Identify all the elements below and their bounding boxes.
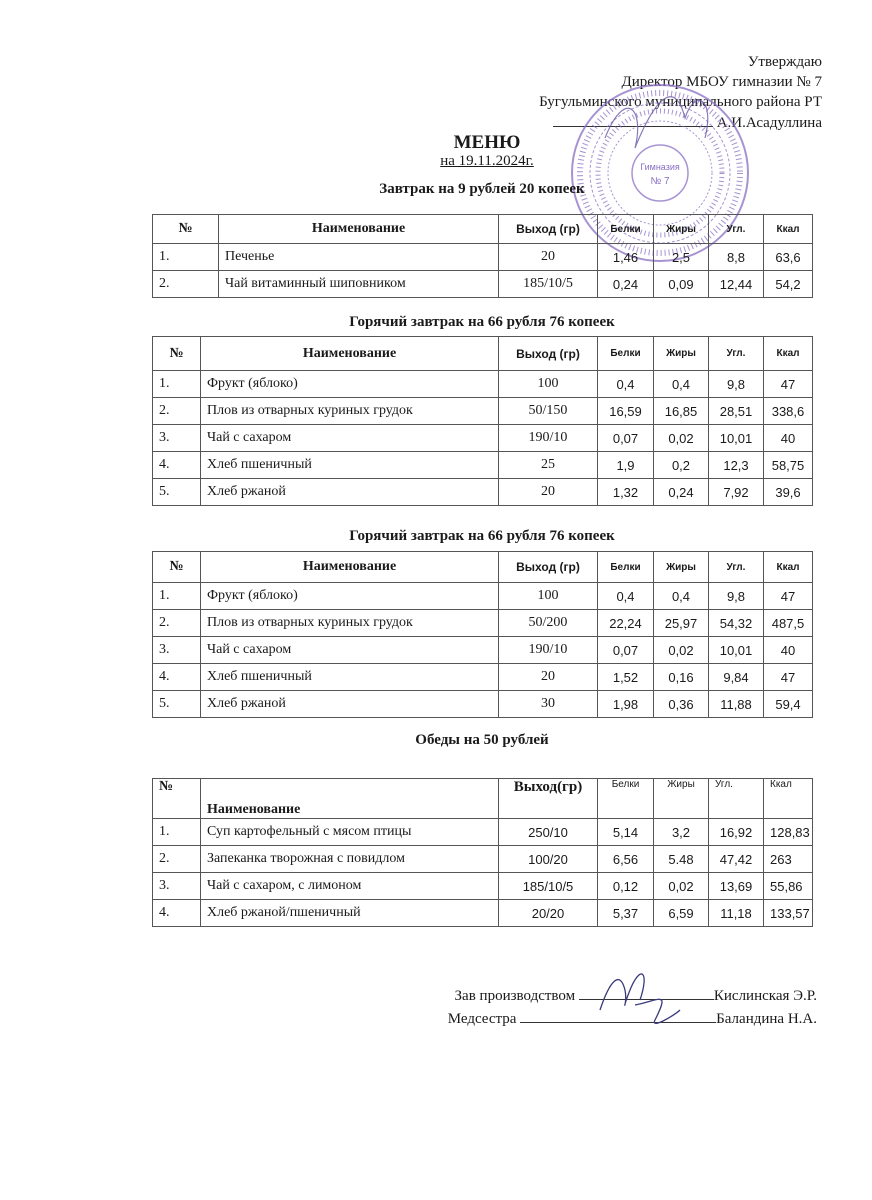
dish-name: Чай витаминный шиповником: [219, 271, 499, 298]
col-yield: Выход (гр): [499, 552, 598, 583]
menu-table-hot-breakfast-1: [152, 336, 813, 506]
carbs: 9,8: [709, 371, 764, 398]
protein: 5,37: [598, 900, 654, 927]
dish-name: Фрукт (яблоко): [201, 583, 499, 610]
col-carbs: Угл.: [709, 779, 764, 819]
table-header: [153, 337, 813, 371]
col-protein: Белки: [598, 215, 654, 244]
carbs: 7,92: [709, 479, 764, 506]
col-yield: Выход(гр): [499, 779, 598, 819]
carbs: 12,44: [709, 271, 764, 298]
kcal: 128,83: [764, 819, 813, 846]
table-row: [153, 664, 813, 691]
menu-table-breakfast: [152, 214, 813, 298]
protein: 1,9: [598, 452, 654, 479]
col-number: №: [153, 779, 201, 819]
dish-name: Чай с сахаром, с лимоном: [201, 873, 499, 900]
col-fat: Жиры: [654, 337, 709, 371]
protein: 0,12: [598, 873, 654, 900]
row-number: 5.: [153, 479, 201, 506]
carbs: 10,01: [709, 425, 764, 452]
yield: 30: [499, 691, 598, 718]
protein: 6,56: [598, 846, 654, 873]
row-number: 1.: [153, 244, 219, 271]
yield: 20: [499, 664, 598, 691]
col-protein: Белки: [598, 552, 654, 583]
approval-line: Бугульминского муниципального района РТ: [539, 94, 822, 110]
protein: 1,98: [598, 691, 654, 718]
dish-name: Хлеб ржаной: [201, 691, 499, 718]
col-kcal: Ккал: [764, 337, 813, 371]
kcal: 40: [764, 637, 813, 664]
row-number: 2.: [153, 271, 219, 298]
row-number: 1.: [153, 371, 201, 398]
dish-name: Запеканка творожная с повидлом: [201, 846, 499, 873]
col-number: №: [153, 552, 201, 583]
yield: 20: [499, 479, 598, 506]
table-header: [153, 215, 813, 244]
row-number: 1.: [153, 583, 201, 610]
row-number: 3.: [153, 425, 201, 452]
table-row: [153, 583, 813, 610]
row-number: 2.: [153, 846, 201, 873]
row-number: 1.: [153, 819, 201, 846]
fat: 0,09: [654, 271, 709, 298]
carbs: 9,8: [709, 583, 764, 610]
protein: 1,52: [598, 664, 654, 691]
protein: 5,14: [598, 819, 654, 846]
signature-name: Баландина Н.А.: [716, 1011, 817, 1027]
fat: 0,02: [654, 425, 709, 452]
dish-name: Плов из отварных куриных грудок: [201, 610, 499, 637]
menu-table-hot-breakfast-2: [152, 551, 813, 718]
carbs: 28,51: [709, 398, 764, 425]
dish-name: Фрукт (яблоко): [201, 371, 499, 398]
dish-name: Хлеб ржаной: [201, 479, 499, 506]
menu-date: на 19.11.2024г.: [440, 153, 534, 169]
col-protein: Белки: [598, 779, 654, 819]
col-fat: Жиры: [654, 779, 709, 819]
fat: 0,02: [654, 873, 709, 900]
col-yield: Выход (гр): [499, 337, 598, 371]
fat: 2,5: [654, 244, 709, 271]
yield: 185/10/5: [499, 271, 598, 298]
fat: 0,24: [654, 479, 709, 506]
approval-line: Утверждаю: [747, 54, 822, 70]
col-carbs: Угл.: [709, 215, 764, 244]
col-name: Наименование: [201, 779, 499, 819]
dish-name: Печенье: [219, 244, 499, 271]
protein: 0,4: [598, 371, 654, 398]
yield: 20/20: [499, 900, 598, 927]
page-title: МЕНЮ: [453, 132, 521, 153]
kcal: 39,6: [764, 479, 813, 506]
yield: 100/20: [499, 846, 598, 873]
carbs: 47,42: [709, 846, 764, 873]
dish-name: Суп картофельный с мясом птицы: [201, 819, 499, 846]
row-number: 4.: [153, 664, 201, 691]
protein: 1,46: [598, 244, 654, 271]
fat: 3,2: [654, 819, 709, 846]
col-name: Наименование: [201, 552, 499, 583]
dish-name: Чай с сахаром: [201, 637, 499, 664]
dish-name: Чай с сахаром: [201, 425, 499, 452]
protein: 0,07: [598, 425, 654, 452]
signature-role: Зав производством: [454, 988, 576, 1004]
signature-name: Кислинская Э.Р.: [713, 988, 817, 1004]
fat: 6,59: [654, 900, 709, 927]
carbs: 13,69: [709, 873, 764, 900]
row-number: 4.: [153, 900, 201, 927]
signature-line: [579, 985, 714, 1000]
row-number: 5.: [153, 691, 201, 718]
row-number: 2.: [153, 398, 201, 425]
row-number: 4.: [153, 452, 201, 479]
table-header: [153, 779, 813, 819]
col-carbs: Угл.: [709, 552, 764, 583]
table-row: [153, 371, 813, 398]
svg-text:№ 7: № 7: [650, 176, 670, 187]
fat: 25,97: [654, 610, 709, 637]
section-title: Обеды на 50 рублей: [415, 732, 549, 748]
protein: 1,32: [598, 479, 654, 506]
table-row: [153, 846, 813, 873]
col-name: Наименование: [201, 337, 499, 371]
row-number: 3.: [153, 637, 201, 664]
kcal: 55,86: [764, 873, 813, 900]
kcal: 47: [764, 371, 813, 398]
table-row: [153, 479, 813, 506]
yield: 190/10: [499, 637, 598, 664]
row-number: 3.: [153, 873, 201, 900]
table-row: [153, 873, 813, 900]
fat: 0,4: [654, 583, 709, 610]
table-row: [153, 452, 813, 479]
protein: 0,4: [598, 583, 654, 610]
menu-table-lunch: [152, 778, 813, 927]
kcal: 58,75: [764, 452, 813, 479]
section-title: Горячий завтрак на 66 рубля 76 копеек: [349, 528, 615, 544]
fat: 0,2: [654, 452, 709, 479]
kcal: 487,5: [764, 610, 813, 637]
yield: 20: [499, 244, 598, 271]
table-row: [153, 398, 813, 425]
col-number: №: [153, 215, 219, 244]
table-row: [153, 637, 813, 664]
table-row: [153, 271, 813, 298]
approval-line: Директор МБОУ гимназии № 7: [621, 74, 822, 90]
col-kcal: Ккал: [764, 779, 813, 819]
kcal: 40: [764, 425, 813, 452]
carbs: 12,3: [709, 452, 764, 479]
yield: 100: [499, 371, 598, 398]
table-row: [153, 425, 813, 452]
dish-name: Хлеб ржаной/пшеничный: [201, 900, 499, 927]
carbs: 9,84: [709, 664, 764, 691]
kcal: 63,6: [764, 244, 813, 271]
carbs: 16,92: [709, 819, 764, 846]
fat: 16,85: [654, 398, 709, 425]
kcal: 59,4: [764, 691, 813, 718]
protein: 16,59: [598, 398, 654, 425]
carbs: 11,18: [709, 900, 764, 927]
yield: 50/200: [499, 610, 598, 637]
table-row: [153, 610, 813, 637]
svg-text:Гимназия: Гимназия: [640, 162, 680, 172]
kcal: 54,2: [764, 271, 813, 298]
section-title: Завтрак на 9 рублей 20 копеек: [379, 181, 585, 197]
carbs: 11,88: [709, 691, 764, 718]
col-name: Наименование: [219, 215, 499, 244]
fat: 0,4: [654, 371, 709, 398]
yield: 50/150: [499, 398, 598, 425]
yield: 100: [499, 583, 598, 610]
protein: 0,07: [598, 637, 654, 664]
signature-role: Медсестра: [447, 1011, 517, 1027]
protein: 0,24: [598, 271, 654, 298]
col-carbs: Угл.: [709, 337, 764, 371]
col-kcal: Ккал: [764, 552, 813, 583]
table-row: [153, 900, 813, 927]
col-number: №: [153, 337, 201, 371]
signature-line: [520, 1008, 716, 1023]
table-header: [153, 552, 813, 583]
table-row: [153, 691, 813, 718]
yield: 25: [499, 452, 598, 479]
signature-nurse: [448, 1008, 817, 1028]
fat: 0,02: [654, 637, 709, 664]
fat: 0,16: [654, 664, 709, 691]
kcal: 338,6: [764, 398, 813, 425]
carbs: 54,32: [709, 610, 764, 637]
col-protein: Белки: [598, 337, 654, 371]
table-row: [153, 244, 813, 271]
director-name: А.И.Асадуллина: [716, 115, 822, 131]
row-number: 2.: [153, 610, 201, 637]
fat: 5.48: [654, 846, 709, 873]
yield: 190/10: [499, 425, 598, 452]
table-row: [153, 819, 813, 846]
yield: 250/10: [499, 819, 598, 846]
kcal: 47: [764, 664, 813, 691]
col-yield: Выход (гр): [499, 215, 598, 244]
signature-production: [455, 985, 817, 1005]
fat: 0,36: [654, 691, 709, 718]
section-title: Горячий завтрак на 66 рубля 76 копеек: [349, 314, 615, 330]
col-fat: Жиры: [654, 215, 709, 244]
yield: 185/10/5: [499, 873, 598, 900]
carbs: 10,01: [709, 637, 764, 664]
col-kcal: Ккал: [764, 215, 813, 244]
dish-name: Плов из отварных куриных грудок: [201, 398, 499, 425]
dish-name: Хлеб пшеничный: [201, 452, 499, 479]
kcal: 133,57: [764, 900, 813, 927]
kcal: 263: [764, 846, 813, 873]
kcal: 47: [764, 583, 813, 610]
col-fat: Жиры: [654, 552, 709, 583]
carbs: 8,8: [709, 244, 764, 271]
protein: 22,24: [598, 610, 654, 637]
dish-name: Хлеб пшеничный: [201, 664, 499, 691]
